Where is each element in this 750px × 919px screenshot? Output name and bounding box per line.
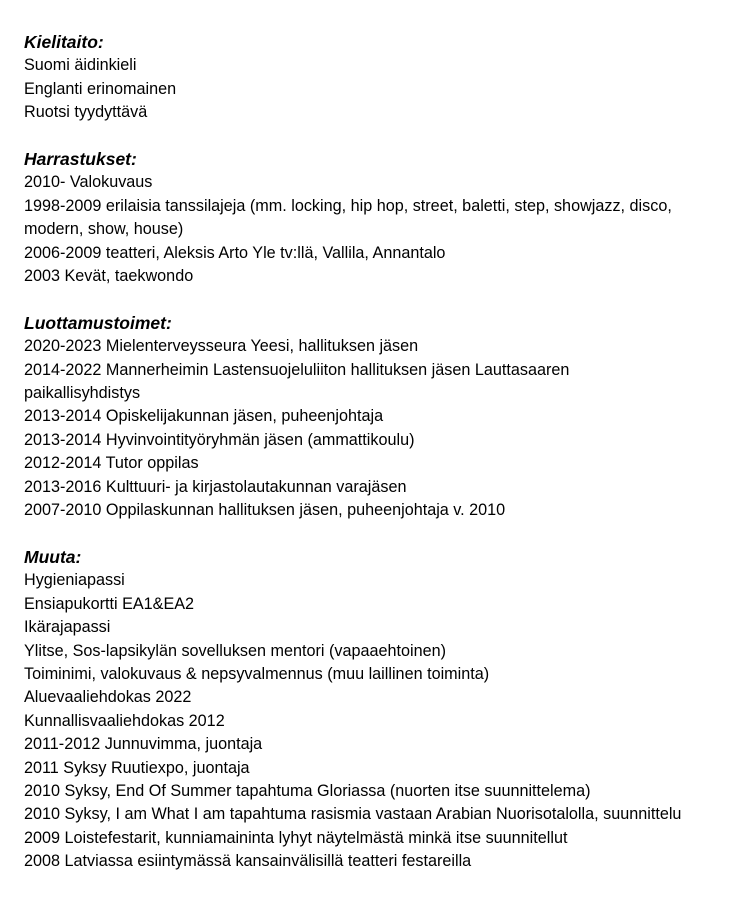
list-item: 1998-2009 erilaisia tanssilajeja (mm. locking, hip hop, street, baletti, step, showjazz, disco, (24, 196, 672, 215)
list-item: 2011-2012 Junnuvimma, juontaja (24, 735, 263, 754)
list-item: Ylitse, Sos-lapsikylän sovelluksen mentori (vapaaehtoinen) (24, 641, 446, 660)
list-item: 2006-2009 teatteri, Aleksis Arto Yle tv:llä, Vallila, Annantalo (24, 243, 446, 262)
list-item: 2020-2023 Mielenterveysseura Yeesi, hallituksen jäsen (24, 337, 419, 356)
list-item: 2010 Syksy, I am What I am tapahtuma rasismia vastaan Arabian Nuorisotalolla, suunnittelu (24, 805, 682, 824)
list-item: Ensiapukortti EA1&EA2 (24, 594, 195, 613)
list-item: 2013-2014 Hyvinvointityöryhmän jäsen (ammattikoulu) (24, 430, 415, 449)
list-item: 2009 Loistefestarit, kunniamaininta lyhyt näytelmästä minkä itse suunnitellut (24, 828, 568, 847)
list-item: 2013-2014 Opiskelijakunnan jäsen, puheenjohtaja (24, 407, 384, 426)
list-item: Ikärajapassi (24, 618, 111, 637)
list-item: 2007-2010 Oppilaskunnan hallituksen jäsen, puheenjohtaja v. 2010 (24, 501, 506, 520)
list-item: 2010- Valokuvaus (24, 173, 153, 192)
list-item: 2013-2016 Kulttuuri- ja kirjastolautakunnan varajäsen (24, 477, 407, 496)
section-heading: Muuta: (24, 546, 82, 567)
list-item: Suomi äidinkieli (24, 56, 137, 75)
section-heading: Harrastukset: (24, 149, 137, 170)
list-item: Englanti erinomainen (24, 79, 177, 98)
document-body (24, 31, 750, 897)
list-item: 2008 Latviassa esiintymässä kansainvälisillä teatteri festareilla (24, 852, 472, 871)
list-item: 2010 Syksy, End Of Summer tapahtuma Gloriassa (nuorten itse suunnittelema) (24, 781, 591, 800)
list-item: Hygieniapassi (24, 571, 125, 590)
list-item: 2011 Syksy Ruutiexpo, juontaja (24, 758, 250, 777)
section-hobbies (24, 148, 750, 288)
list-item: 2012-2014 Tutor oppilas (24, 454, 199, 473)
list-item: Ruotsi tyydyttävä (24, 103, 148, 122)
list-item: Kunnallisvaaliehdokas 2012 (24, 711, 225, 730)
section-heading: Luottamustoimet: (24, 312, 172, 333)
list-item: Toiminimi, valokuvaus & nepsyvalmennus (muu laillinen toiminta) (24, 664, 490, 683)
section-other (24, 546, 750, 874)
section-positions-of-trust (24, 312, 750, 523)
section-heading: Kielitaito: (24, 32, 104, 52)
list-item: paikallisyhdistys (24, 384, 141, 403)
list-item: 2014-2022 Mannerheimin Lastensuojeluliiton hallituksen jäsen Lauttasaaren (24, 360, 570, 379)
list-item: Aluevaaliehdokas 2022 (24, 688, 192, 707)
list-item: 2003 Kevät, taekwondo (24, 267, 194, 286)
section-language-skills (24, 31, 750, 125)
list-item: modern, show, house) (24, 220, 184, 239)
